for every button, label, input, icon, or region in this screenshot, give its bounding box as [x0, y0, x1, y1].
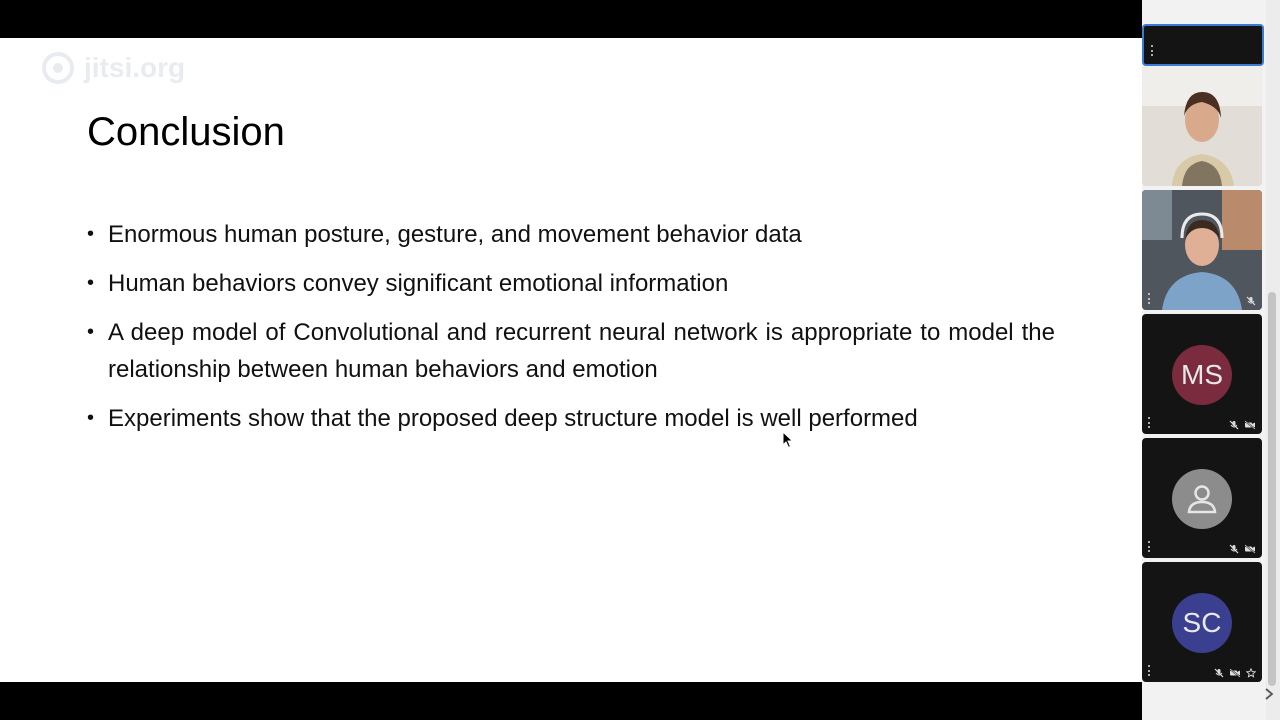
avatar	[1172, 469, 1232, 529]
person-icon	[1185, 482, 1219, 516]
tile-status	[1229, 544, 1256, 554]
tile-status	[1246, 296, 1256, 306]
participant-tile-ms[interactable]	[1142, 314, 1262, 434]
participant-tile-video-2[interactable]	[1142, 190, 1262, 310]
mic-muted-icon	[1229, 420, 1239, 430]
scrollbar-thumb[interactable]	[1268, 292, 1276, 686]
bullet-item: • Experiments show that the proposed deep structure model is well performed	[87, 405, 918, 432]
bullet-text: Experiments show that the proposed deep structure model is well performed	[108, 405, 918, 432]
tile-menu-icon[interactable]	[1148, 665, 1151, 676]
mouse-cursor-icon	[782, 431, 794, 449]
mic-muted-icon	[1246, 296, 1256, 306]
participant-tile-sc[interactable]	[1142, 562, 1262, 682]
presentation-slide	[0, 38, 1142, 682]
mic-muted-icon	[1229, 544, 1239, 554]
camera-off-icon	[1244, 544, 1256, 554]
bullet-text: Enormous human posture, gesture, and movement behavior data	[108, 221, 802, 248]
tile-menu-icon[interactable]	[1148, 169, 1151, 180]
participant-filmstrip	[1142, 0, 1280, 720]
man-video-icon	[1142, 190, 1262, 310]
bullet-list	[87, 216, 1055, 449]
participant-tile-video-1[interactable]	[1142, 66, 1262, 186]
bullet-item: • Human behaviors convey significant emotional information	[87, 270, 729, 297]
participant-tile-guest[interactable]	[1142, 438, 1262, 558]
bottom-toolbar-area	[0, 682, 1142, 720]
jitsi-watermark	[40, 50, 185, 86]
camera-off-icon	[1244, 420, 1256, 430]
bullet-text: A deep model of Convolutional and recurrent neural network is appropriate to model the relationship between human behaviors and emotion	[108, 319, 1055, 383]
chevron-right-icon[interactable]	[1262, 686, 1276, 702]
star-icon[interactable]	[1246, 668, 1256, 678]
tile-menu-icon[interactable]	[1148, 541, 1151, 552]
camera-off-icon	[1229, 668, 1241, 678]
avatar: MS	[1172, 345, 1232, 405]
mic-muted-icon	[1214, 668, 1224, 678]
watermark-text: jitsi.org	[84, 52, 186, 83]
tile-status	[1229, 420, 1256, 430]
bullet-text: Human behaviors convey significant emotional information	[108, 270, 729, 297]
participant-tile-local[interactable]	[1142, 24, 1264, 66]
slide-title: Conclusion	[87, 110, 285, 154]
tile-menu-icon[interactable]	[1148, 293, 1151, 304]
tile-menu-icon[interactable]	[1148, 417, 1151, 428]
avatar: SC	[1172, 593, 1232, 653]
tile-menu-icon[interactable]	[1151, 45, 1154, 56]
jitsi-logo-icon	[40, 50, 76, 86]
bullet-item: • Enormous human posture, gesture, and movement behavior data	[87, 221, 802, 248]
tile-status	[1214, 668, 1256, 678]
woman-video-icon	[1142, 66, 1262, 186]
bullet-item: • A deep model of Convolutional and recurrent neural network is appropriate to model the relationship between human behaviors and emotion	[87, 319, 1055, 383]
